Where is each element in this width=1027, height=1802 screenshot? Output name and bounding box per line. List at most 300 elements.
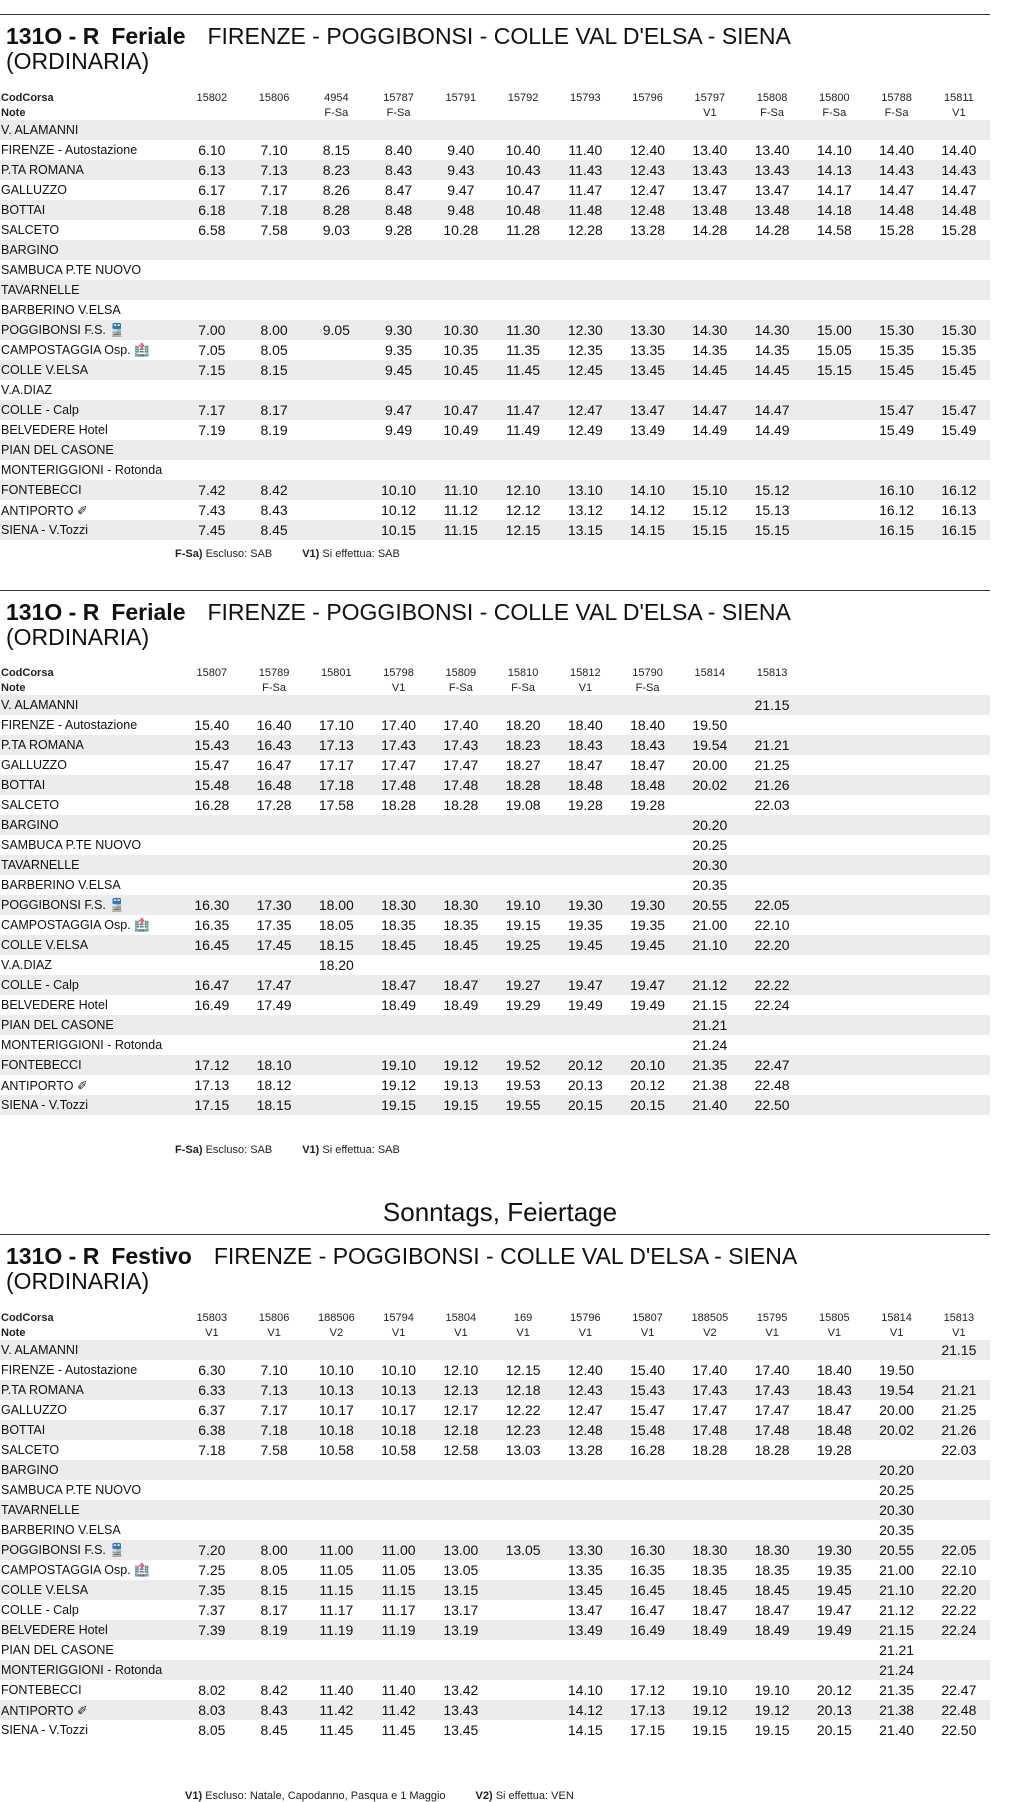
departure-time: 13.47: [567, 1602, 603, 1618]
departure-time: [803, 955, 865, 975]
departure-time: 16.10: [865, 480, 927, 500]
departure-time: 10.17: [318, 1402, 354, 1418]
departure-time: 12.28: [567, 222, 603, 238]
departure-time: 13.47: [692, 182, 728, 198]
departure-time: [492, 1520, 554, 1540]
departure-time: 9.40: [447, 142, 475, 158]
departure-time: 19.10: [754, 1682, 790, 1698]
trip-note: [305, 680, 367, 695]
departure-time: 15.15: [679, 520, 741, 540]
departure-time: 11.19: [367, 1620, 429, 1640]
trip-code: 4954: [324, 91, 349, 104]
departure-time: [928, 855, 990, 875]
departure-time: [554, 240, 616, 260]
departure-time: [367, 1015, 429, 1035]
stop-row: [0, 1560, 990, 1580]
stop-row: [0, 775, 990, 795]
departure-time: [803, 1055, 865, 1075]
departure-time: 18.30: [367, 895, 429, 915]
departure-time: 20.15: [816, 1722, 852, 1738]
departure-time: 12.43: [554, 1380, 616, 1400]
departure-time: 13.48: [679, 200, 741, 220]
departure-time: [616, 300, 678, 320]
departure-time: [492, 1600, 554, 1620]
departure-time: 8.05: [260, 342, 288, 358]
departure-time: [803, 300, 865, 320]
departure-time: 19.15: [367, 1095, 429, 1115]
departure-time: [865, 795, 927, 815]
departure-time: [679, 120, 741, 140]
stop-row: [0, 380, 990, 400]
departure-time: 14.12: [554, 1700, 616, 1720]
departure-time: 12.10: [443, 1362, 479, 1378]
departure-time: 15.43: [181, 735, 243, 755]
trip-code: 15793: [570, 91, 601, 104]
timetable-title: [6, 24, 996, 74]
stop-row: [0, 1640, 990, 1660]
trip-code: 15794: [383, 1311, 414, 1324]
stop-name: ANTIPORTO ✐: [1, 1078, 88, 1093]
departure-time: 13.49: [630, 422, 666, 438]
legend-text: Si effettua: SAB: [322, 548, 400, 560]
departure-time: 18.28: [692, 1442, 728, 1458]
departure-time: 8.15: [322, 142, 350, 158]
departure-time: 16.40: [256, 717, 292, 733]
departure-time: 10.28: [443, 222, 479, 238]
departure-time: [554, 1660, 616, 1680]
departure-time: 6.38: [181, 1420, 243, 1440]
departure-time: 16.12: [928, 480, 990, 500]
stop-name: BOTTAI: [0, 775, 181, 795]
departure-time: [616, 1035, 678, 1055]
stop-name: ANTIPORTO ✐: [0, 1700, 181, 1720]
departure-time: [243, 815, 305, 835]
departure-time: 16.45: [181, 935, 243, 955]
departure-time: 15.47: [194, 757, 230, 773]
departure-time: [928, 695, 990, 715]
departure-time: 21.15: [928, 1340, 990, 1360]
departure-time: 12.48: [554, 1420, 616, 1440]
departure-time: 17.13: [616, 1700, 678, 1720]
stop-row: [0, 180, 990, 200]
stop-row: [0, 1680, 990, 1700]
stop-name: TAVARNELLE: [0, 855, 181, 875]
stop-row: [0, 280, 990, 300]
departure-time: [554, 120, 616, 140]
departure-time: 10.48: [492, 200, 554, 220]
departure-time: 16.28: [194, 797, 230, 813]
departure-time: 7.13: [243, 1380, 305, 1400]
departure-time: 8.19: [260, 422, 288, 438]
trip-note: [554, 105, 616, 120]
departure-time: [803, 440, 865, 460]
legend-key: F-Sa): [175, 1144, 203, 1156]
departure-time: [305, 380, 367, 400]
departure-time: 10.43: [492, 160, 554, 180]
departure-time: [492, 815, 554, 835]
departure-time: 7.13: [243, 160, 305, 180]
trip-code: 15791: [445, 91, 477, 104]
departure-time: 18.35: [754, 1562, 790, 1578]
departure-time: 17.43: [741, 1380, 803, 1400]
departure-time: 20.10: [616, 1055, 678, 1075]
departure-time: [928, 875, 990, 895]
departure-time: 20.12: [630, 1077, 666, 1093]
departure-time: 12.49: [567, 422, 603, 438]
departure-time: 12.45: [554, 360, 616, 380]
departure-time: 14.43: [928, 160, 990, 180]
departure-time: 11.40: [568, 142, 603, 158]
departure-time: [616, 440, 678, 460]
trip-note: V1: [267, 1326, 281, 1339]
departure-time: 19.27: [492, 975, 554, 995]
departure-time: [679, 1460, 741, 1480]
departure-time: [430, 1520, 492, 1540]
departure-time: 11.45: [381, 1722, 416, 1738]
departure-time: [367, 380, 429, 400]
trip-code: 15795: [756, 1311, 788, 1324]
departure-time: [430, 815, 492, 835]
departure-time: 10.58: [318, 1442, 354, 1458]
departure-time: 20.35: [879, 1522, 915, 1538]
departure-time: 22.05: [741, 895, 803, 915]
departure-time: 17.43: [430, 735, 492, 755]
legend-text: Escluso: SAB: [205, 1144, 273, 1156]
departure-time: [928, 1035, 990, 1055]
departure-time: 16.15: [865, 520, 927, 540]
departure-time: 10.49: [443, 422, 479, 438]
departure-time: [741, 440, 803, 460]
trip-note: F-Sa: [760, 106, 785, 119]
stop-name: BARGINO: [0, 240, 181, 260]
departure-time: [928, 735, 990, 755]
departure-time: 9.47: [447, 182, 475, 198]
stop-name: CAMPOSTAGGIA Osp. 🏥: [1, 917, 150, 932]
departure-time: 8.45: [260, 1722, 288, 1738]
departure-time: 12.13: [430, 1380, 492, 1400]
stop-row: [0, 895, 990, 915]
departure-time: 22.24: [928, 1620, 990, 1640]
departure-time: 11.10: [430, 480, 492, 500]
departure-time: 22.20: [741, 935, 803, 955]
trip-note: [243, 105, 305, 120]
departure-time: 22.22: [941, 1602, 977, 1618]
departure-time: 19.12: [679, 1700, 741, 1720]
departure-time: 18.49: [443, 997, 479, 1013]
departure-time: [803, 755, 865, 775]
departure-time: 15.40: [194, 717, 230, 733]
departure-time: [928, 1520, 990, 1540]
departure-time: 12.43: [616, 160, 678, 180]
departure-time: [865, 1015, 927, 1035]
departure-time: 7.42: [181, 480, 243, 500]
trip-code: 15813: [943, 1311, 975, 1324]
departure-time: 13.43: [430, 1700, 492, 1720]
trip-code-row: [0, 1310, 990, 1325]
departure-time: [305, 835, 367, 855]
departure-time: [305, 440, 367, 460]
departure-time: [430, 120, 492, 140]
trip-note: F-Sa: [262, 681, 287, 694]
departure-time: [741, 1340, 803, 1360]
stop-name: SAMBUCA P.TE NUOVO: [1, 1483, 142, 1497]
departure-time: 16.43: [243, 735, 305, 755]
trip-note: [679, 680, 741, 695]
departure-time: 10.45: [430, 360, 492, 380]
departure-time: 8.19: [243, 1620, 305, 1640]
departure-time: [181, 1015, 243, 1035]
departure-time: 14.15: [616, 520, 678, 540]
timetable-title: [6, 1244, 996, 1294]
stop-row: [0, 915, 990, 935]
departure-time: [865, 260, 927, 280]
departure-time: 8.15: [243, 360, 305, 380]
departure-time: 11.17: [319, 1602, 354, 1618]
departure-time: 22.50: [941, 1722, 977, 1738]
departure-time: 8.43: [367, 160, 429, 180]
departure-time: 11.28: [506, 222, 541, 238]
stop-row: [0, 1440, 990, 1460]
departure-time: [243, 955, 305, 975]
departure-time: 13.49: [554, 1620, 616, 1640]
departure-time: 22.03: [941, 1442, 977, 1458]
departure-time: 17.40: [381, 717, 417, 733]
departure-time: 18.15: [305, 935, 367, 955]
departure-time: [928, 815, 990, 835]
departure-time: 17.13: [305, 735, 367, 755]
departure-time: 15.35: [941, 342, 977, 358]
departure-time: 19.28: [567, 797, 603, 813]
trip-code: 15812: [570, 666, 601, 679]
departure-time: [305, 1075, 367, 1095]
departure-time: [741, 1500, 803, 1520]
departure-time: 21.12: [879, 1602, 915, 1618]
departure-time: 13.12: [567, 502, 603, 518]
departure-time: [554, 280, 616, 300]
departure-time: 8.02: [198, 1682, 226, 1698]
departure-time: 6.17: [198, 182, 226, 198]
departure-time: 7.43: [198, 502, 226, 518]
departure-time: 6.18: [181, 200, 243, 220]
departure-time: [430, 1660, 492, 1680]
departure-time: 8.42: [243, 480, 305, 500]
trip-code: 15796: [570, 1311, 601, 1324]
departure-time: [367, 1660, 429, 1680]
stop-name: COLLE V.ELSA: [0, 360, 181, 380]
departure-time: 21.38: [865, 1700, 927, 1720]
departure-time: [865, 1340, 927, 1360]
departure-time: 21.40: [879, 1722, 915, 1738]
departure-time: 18.47: [567, 757, 603, 773]
stop-name: TAVARNELLE: [0, 1500, 181, 1520]
departure-time: [367, 1520, 429, 1540]
departure-time: [367, 440, 429, 460]
departure-time: [181, 1480, 243, 1500]
departure-time: 13.19: [430, 1620, 492, 1640]
departure-time: [305, 260, 367, 280]
departure-time: [616, 240, 678, 260]
trip-note: [492, 105, 554, 120]
trip-note: V1: [952, 1326, 966, 1339]
stop-name: BARGINO: [0, 815, 181, 835]
departure-time: [928, 120, 990, 140]
departure-time: [305, 120, 367, 140]
departure-time: 18.28: [381, 797, 417, 813]
departure-time: [679, 260, 741, 280]
departure-time: [430, 1500, 492, 1520]
departure-time: [430, 260, 492, 280]
departure-time: [305, 875, 367, 895]
stop-row: [0, 835, 990, 855]
departure-time: [865, 975, 927, 995]
departure-time: [492, 1720, 554, 1740]
departure-time: 18.48: [554, 775, 616, 795]
departure-time: 15.47: [865, 400, 927, 420]
departure-time: [305, 360, 367, 380]
departure-time: 19.45: [616, 935, 678, 955]
departure-time: 12.15: [505, 1362, 541, 1378]
departure-time: [865, 240, 927, 260]
trip-code: [803, 665, 865, 680]
departure-time: [865, 1075, 927, 1095]
departure-time: 11.49: [506, 422, 541, 438]
departure-time: 8.28: [305, 200, 367, 220]
departure-time: 19.12: [381, 1077, 417, 1093]
stop-row: [0, 1360, 990, 1380]
departure-time: [492, 380, 554, 400]
departure-time: 19.55: [492, 1095, 554, 1115]
trip-code: 188505: [691, 1311, 729, 1324]
stop-row: [0, 1660, 990, 1680]
departure-time: [243, 1520, 305, 1540]
legend-text: Si effettua: VEN: [495, 1790, 574, 1802]
trip-note: [616, 105, 678, 120]
departure-time: 11.42: [367, 1700, 429, 1720]
departure-time: [928, 795, 990, 815]
departure-time: [803, 520, 865, 540]
departure-time: 15.47: [928, 400, 990, 420]
stop-name: P.TA ROMANA: [0, 160, 181, 180]
stop-name: COLLE - Calp: [0, 975, 181, 995]
departure-time: 19.49: [567, 997, 603, 1013]
departure-time: 9.28: [384, 222, 413, 238]
trip-code-row: [0, 90, 990, 105]
departure-time: 19.47: [554, 975, 616, 995]
departure-time: 21.10: [865, 1580, 927, 1600]
departure-time: [616, 1500, 678, 1520]
departure-time: [367, 240, 429, 260]
departure-time: 15.28: [941, 222, 977, 238]
departure-time: [554, 300, 616, 320]
trip-code: [865, 665, 927, 680]
stop-name: BARBERINO V.ELSA: [1, 303, 121, 317]
departure-time: [803, 1075, 865, 1095]
departure-time: 7.20: [181, 1540, 243, 1560]
departure-time: 7.58: [260, 1442, 288, 1458]
departure-time: 15.49: [879, 422, 915, 438]
departure-time: [243, 1015, 305, 1035]
departure-time: [181, 280, 243, 300]
stop-row: [0, 400, 990, 420]
departure-time: [554, 380, 616, 400]
departure-time: 21.38: [692, 1077, 728, 1093]
stop-name: V. ALAMANNI: [0, 695, 181, 715]
trip-note: F-Sa: [448, 681, 473, 694]
stop-name: CAMPOSTAGGIA Osp. 🏥: [1, 1562, 150, 1577]
trip-code: 15811: [943, 91, 974, 104]
departure-time: [305, 855, 367, 875]
departure-time: 11.15: [367, 1580, 429, 1600]
section-divider: [0, 14, 990, 15]
departure-time: 18.05: [318, 917, 354, 933]
departure-time: [430, 380, 492, 400]
departure-time: 17.48: [741, 1420, 803, 1440]
departure-time: 15.40: [630, 1362, 666, 1378]
departure-time: 10.10: [367, 480, 429, 500]
departure-time: [865, 120, 927, 140]
departure-time: 18.28: [754, 1442, 790, 1458]
departure-time: 17.40: [692, 1362, 728, 1378]
departure-time: [430, 1480, 492, 1500]
departure-time: [243, 460, 305, 480]
departure-time: [741, 1015, 803, 1035]
trip-code: 15802: [196, 91, 228, 104]
departure-time: [803, 795, 865, 815]
departure-time: 10.13: [367, 1380, 429, 1400]
departure-time: 13.35: [567, 1562, 603, 1578]
departure-time: 21.12: [679, 975, 741, 995]
legend-key: V1): [185, 1790, 203, 1802]
route-name: FIRENZE - POGGIBONSI - COLLE VAL D'ELSA - SIENA: [207, 599, 791, 625]
departure-time: 18.45: [430, 935, 492, 955]
stop-name: FONTEBECCI: [0, 1055, 181, 1075]
departure-time: [616, 1015, 678, 1035]
departure-time: [803, 1340, 865, 1360]
departure-time: [928, 895, 990, 915]
departure-time: [181, 875, 243, 895]
departure-time: 20.55: [865, 1540, 927, 1560]
departure-time: 14.28: [754, 222, 790, 238]
departure-time: 8.45: [243, 520, 305, 540]
departure-time: [803, 835, 865, 855]
departure-time: [492, 1480, 554, 1500]
departure-time: 9.30: [367, 320, 429, 340]
departure-time: [492, 1700, 554, 1720]
departure-time: 9.43: [430, 160, 492, 180]
departure-time: [679, 1660, 741, 1680]
departure-time: [243, 1340, 305, 1360]
departure-time: 8.43: [260, 502, 288, 518]
departure-time: [430, 440, 492, 460]
legend-key: V1): [302, 1144, 320, 1156]
legend-item: [302, 1144, 400, 1156]
departure-time: [492, 1015, 554, 1035]
stop-name: BELVEDERE Hotel: [0, 1620, 181, 1640]
stop-row: [0, 480, 990, 500]
departure-time: [305, 1500, 367, 1520]
departure-time: [865, 280, 927, 300]
departure-time: 8.26: [322, 182, 350, 198]
departure-time: 14.35: [754, 342, 790, 358]
stop-name: BELVEDERE Hotel: [1, 423, 108, 437]
departure-time: 17.48: [679, 1420, 741, 1440]
departure-time: 15.30: [928, 320, 990, 340]
departure-time: [928, 915, 990, 935]
departure-time: 21.00: [879, 1562, 915, 1578]
departure-time: [616, 1640, 678, 1660]
route-name: FIRENZE - POGGIBONSI - COLLE VAL D'ELSA - SIENA: [207, 23, 791, 49]
departure-time: [367, 120, 429, 140]
